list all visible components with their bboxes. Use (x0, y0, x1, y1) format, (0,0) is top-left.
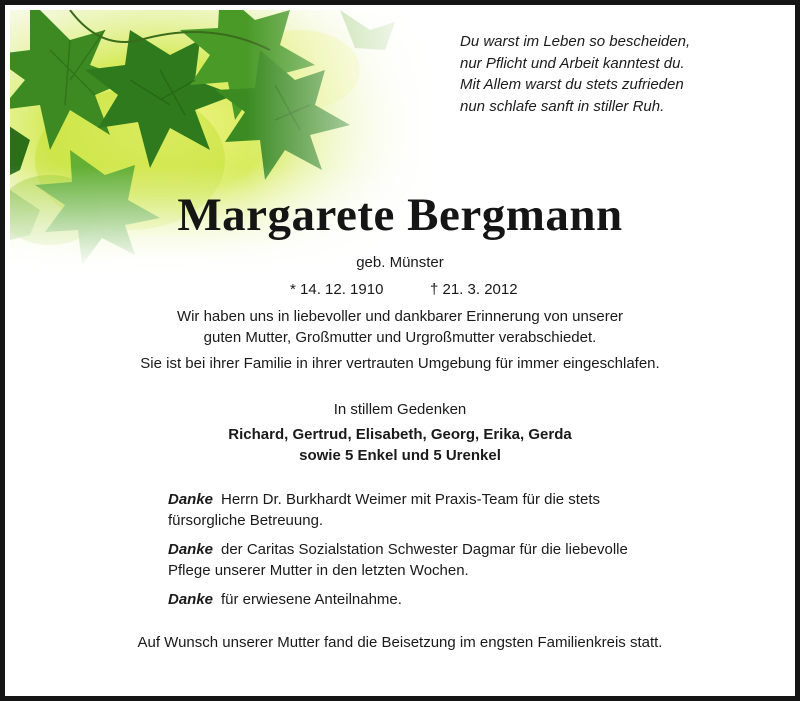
thanks-keyword: Danke (168, 541, 214, 558)
thanks-text: der Caritas Sozialstation Schwester Dagmar für die liebevolle (221, 541, 628, 558)
closing-note: Auf Wunsch unserer Mutter fand die Beisetzung im engsten Familienkreis statt. (137, 634, 663, 651)
mourners-intro: In stillem Gedenken (333, 401, 467, 418)
deceased-name: Margarete Bergmann (177, 189, 623, 241)
poem (460, 31, 780, 117)
thanks-entry (168, 541, 628, 558)
poem-line: Du warst im Leben so bescheiden, (460, 33, 691, 50)
message-line: guten Mutter, Großmutter und Urgroßmutter verabschiedet. (203, 329, 597, 346)
mourners-grandchildren: sowie 5 Enkel und 5 Urenkel (299, 447, 501, 464)
maiden-name: geb. Münster (356, 254, 444, 271)
poem-line: nur Pflicht und Arbeit kanntest du. (460, 54, 685, 72)
poem-line: Mit Allem warst du stets zufrieden (460, 76, 684, 93)
thanks-text: für erwiesene Anteilnahme. (221, 591, 402, 608)
thanks-entry (168, 491, 600, 508)
poem-line: nun schlafe sanft in stiller Ruh. (460, 97, 665, 115)
thanks-text: Herrn Dr. Burkhardt Weimer mit Praxis-Team für die stets (221, 491, 600, 508)
thanks-text-continued: Pflege unserer Mutter in den letzten Wochen. (168, 562, 469, 579)
message-line: Wir haben uns in liebevoller und dankbarer Erinnerung von unserer (176, 308, 624, 325)
thanks-keyword: Danke (168, 491, 214, 508)
birth-date: * 14. 12. 1910 (290, 281, 384, 298)
thanks-keyword: Danke (168, 591, 214, 608)
mourners-names: Richard, Gertrud, Elisabeth, Georg, Erika, Gerda (228, 426, 572, 443)
death-date: † 21. 3. 2012 (430, 281, 518, 298)
thanks-text-continued: fürsorgliche Betreuung. (168, 512, 324, 529)
thanks-entry (168, 591, 402, 608)
message-line: Sie ist bei ihrer Familie in ihrer vertrauten Umgebung für immer eingeschlafen. (140, 355, 660, 372)
